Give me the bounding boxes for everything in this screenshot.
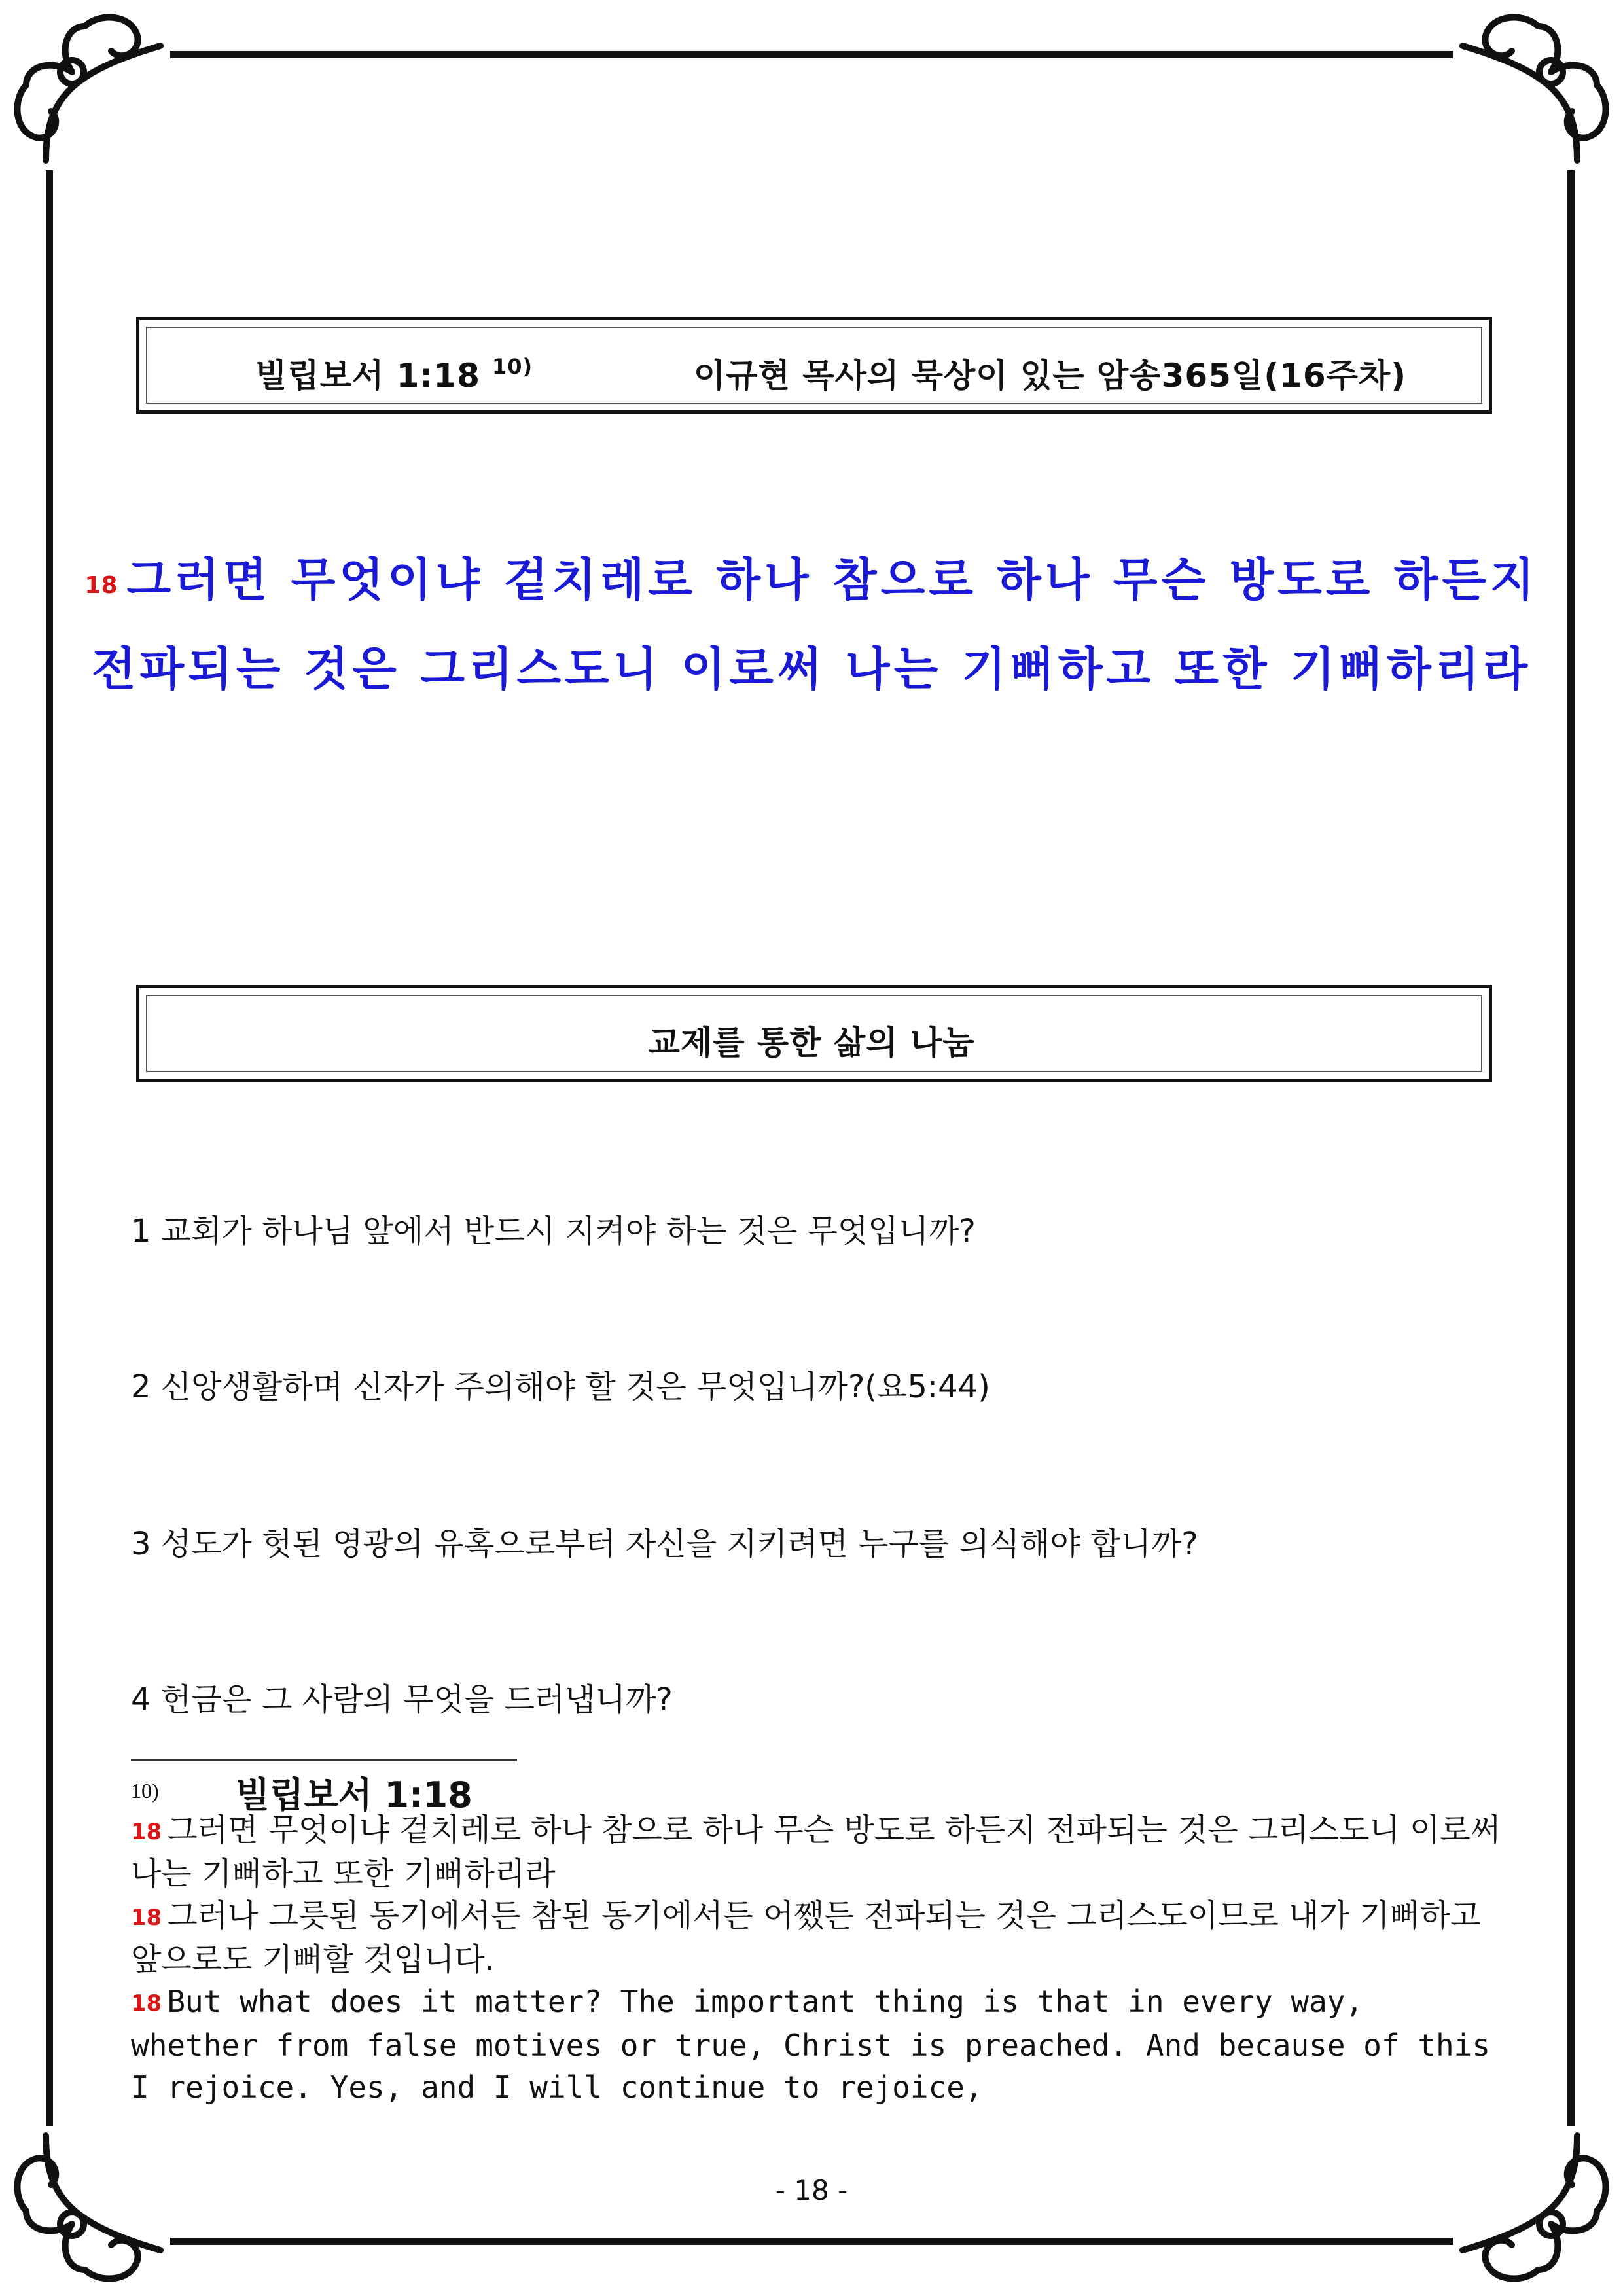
footnote-entry-text: But what does it matter? The important thing is that in every way, whether from false motives or true, Christ is preached. And because of this I rejoice. Yes, and I will continue to rejoice, bbox=[131, 1984, 1491, 2105]
corner-ornament-top-left bbox=[0, 0, 170, 170]
footnote-verse-number: 18 bbox=[131, 1819, 162, 1845]
corner-ornament-bottom-right bbox=[1453, 2126, 1623, 2296]
footnote-entry-modern bbox=[131, 1895, 1505, 1981]
verse-number: 18 bbox=[84, 572, 118, 599]
footnote-verse-number: 18 bbox=[131, 1990, 162, 2017]
corner-ornament-top-right bbox=[1453, 0, 1623, 170]
footnote-entry-krv bbox=[131, 1809, 1505, 1895]
memory-verse-line-1 bbox=[0, 543, 1623, 609]
memory-verse-line-2: 전파되는 것은 그리스도니 이로써 나는 기뻐하고 또한 기뻐하리라 bbox=[91, 641, 1532, 696]
header-reference-text: 빌립보서 1:18 bbox=[255, 357, 480, 395]
corner-ornament-bottom-left bbox=[0, 2126, 170, 2296]
header-reference bbox=[255, 350, 533, 397]
header-title: 이규현 목사의 묵상이 있는 암송365일(16주차) bbox=[694, 357, 1407, 395]
footnote-entry-text: 그러면 무엇이냐 겉치레로 하나 참으로 하나 무슨 방도로 하든지 전파되는 것은 그리스도니 이로써 나는 기뻐하고 또한 기뻐하리라 bbox=[131, 1812, 1501, 1892]
footnote-verse-number: 18 bbox=[131, 1905, 162, 1931]
footnote-entry-text: 그러나 그릇된 동기에서든 참된 동기에서든 어쨌든 전파되는 것은 그리스도이므로 내가 기뻐하고 앞으로도 기뻐할 것입니다. bbox=[131, 1897, 1481, 1978]
page-number: - 18 - bbox=[775, 2174, 848, 2206]
verse-text-line-1: 그러면 무엇이냐 겉치레로 하나 참으로 하나 무슨 방도로 하든지 bbox=[126, 552, 1539, 607]
footnote-reference: 빌립보서 1:18 bbox=[236, 1774, 473, 1816]
discussion-question: 3 성도가 헛된 영광의 유혹으로부터 자신을 지키려면 누구를 의식해야 합니까? bbox=[131, 1526, 1198, 1562]
header-footnote-mark[interactable]: 10) bbox=[491, 354, 533, 379]
discussion-question: 2 신앙생활하며 신자가 주의해야 할 것은 무엇입니까?(요5:44) bbox=[131, 1369, 990, 1405]
footnote-marker: 10) bbox=[131, 1779, 159, 1803]
discussion-question: 4 헌금은 그 사람의 무엇을 드러냅니까? bbox=[131, 1681, 673, 1718]
discussion-question: 1 교회가 하나님 앞에서 반드시 지켜야 하는 것은 무엇입니까? bbox=[131, 1213, 976, 1249]
footnote-divider bbox=[131, 1759, 517, 1761]
footnote-entry-english bbox=[131, 1981, 1505, 2108]
sharing-title: 교제를 통한 삶의 나눔 bbox=[648, 1024, 975, 1062]
